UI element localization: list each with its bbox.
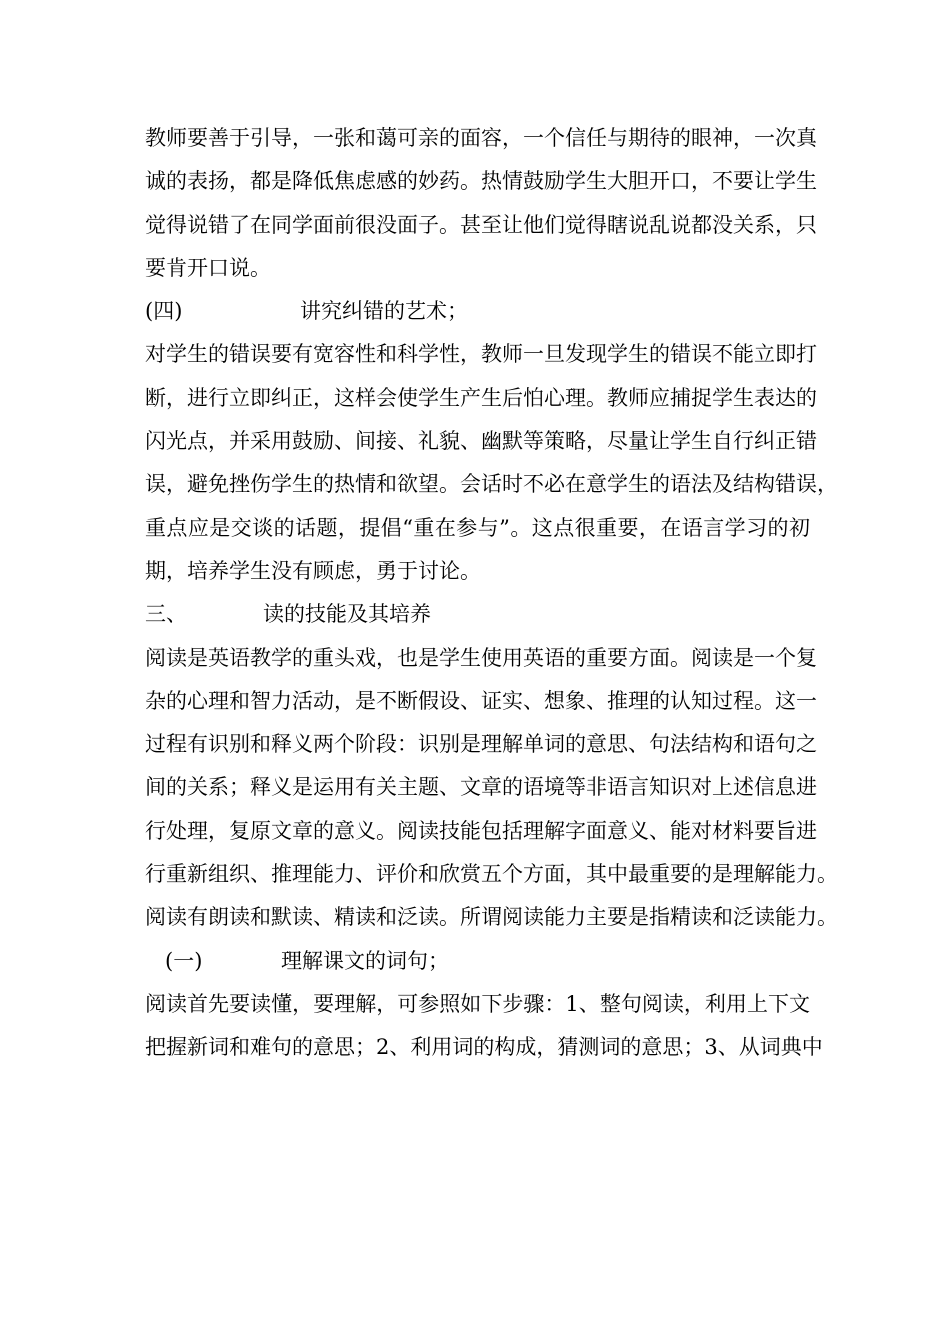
text-line: 断，进行立即纠正，这样会使学生产生后怕心理。教师应捕捉学生表达的 (145, 385, 817, 410)
section-heading-understand-words (145, 940, 810, 983)
text-line: 过程有识别和释义两个阶段：识别是理解单词的意思、句法结构和语句之 (145, 732, 817, 757)
text-line: 行重新组织、推理能力、评价和欣赏五个方面，其中最重要的是理解能力。 (145, 862, 838, 887)
text-line: 行处理，复原文章的意义。阅读技能包括理解字面意义、能对材料要旨进 (145, 818, 817, 843)
text-line: 误，避免挫伤学生的热情和欲望。会话时不必在意学生的语法及结构错误， (145, 472, 838, 497)
text-line: 教师要善于引导，一张和蔼可亲的面容，一个信任与期待的眼神，一次真 (145, 126, 817, 150)
text-line: 闪光点，并采用鼓励、间接、礼貌、幽默等策略，尽量让学生自行纠正错 (145, 429, 817, 454)
heading-title: 读的技能及其培养 (263, 602, 431, 627)
section-heading-error-correction (145, 290, 810, 333)
text-line: 要肯开口说。 (145, 255, 271, 280)
text-line: 阅读首先要读懂，要理解，可参照如下步骤：1、整句阅读，利用上下文 (145, 991, 810, 1016)
text-line: 诚的表扬，都是降低焦虑感的妙药。热情鼓励学生大胆开口，不要让学生 (145, 169, 817, 194)
heading-number: 三、 (145, 602, 187, 627)
paragraph-reading-skills (145, 637, 838, 940)
text-line: 阅读有朗读和默读、精读和泛读。所谓阅读能力主要是指精读和泛读能力。 (145, 905, 838, 930)
paragraph-understand-words (145, 983, 823, 1070)
text-line: 觉得说错了在同学面前很没面子。甚至让他们觉得瞎说乱说都没关系，只 (145, 212, 817, 237)
text-line: 期，培养学生没有顾虑，勇于讨论。 (145, 558, 481, 583)
paragraph-encourage-speaking (145, 117, 817, 290)
paragraph-error-correction (145, 333, 838, 593)
text-line: 把握新词和难句的意思；2、利用词的构成，猜测词的意思；3、从词典中 (145, 1035, 823, 1060)
heading-number: (四) (145, 299, 183, 324)
document-page (145, 117, 838, 1070)
text-line: 对学生的错误要有宽容性和科学性，教师一旦发现学生的错误不能立即打 (145, 342, 817, 367)
text-line: 重点应是交谈的话题，提倡“重在参与”。这点很重要，在语言学习的初 (145, 515, 810, 540)
section-heading-reading-skills (145, 593, 810, 636)
text-line: 间的关系；释义是运用有关主题、文章的语境等非语言知识对上述信息进 (145, 775, 817, 800)
heading-title: 讲究纠错的艺术； (300, 299, 468, 324)
heading-title: 理解课文的词句； (281, 948, 449, 973)
heading-number: (一) (165, 948, 203, 973)
text-line: 杂的心理和智力活动，是不断假设、证实、想象、推理的认知过程。这一 (145, 688, 817, 713)
text-line: 阅读是英语教学的重头戏，也是学生使用英语的重要方面。阅读是一个复 (145, 645, 817, 670)
